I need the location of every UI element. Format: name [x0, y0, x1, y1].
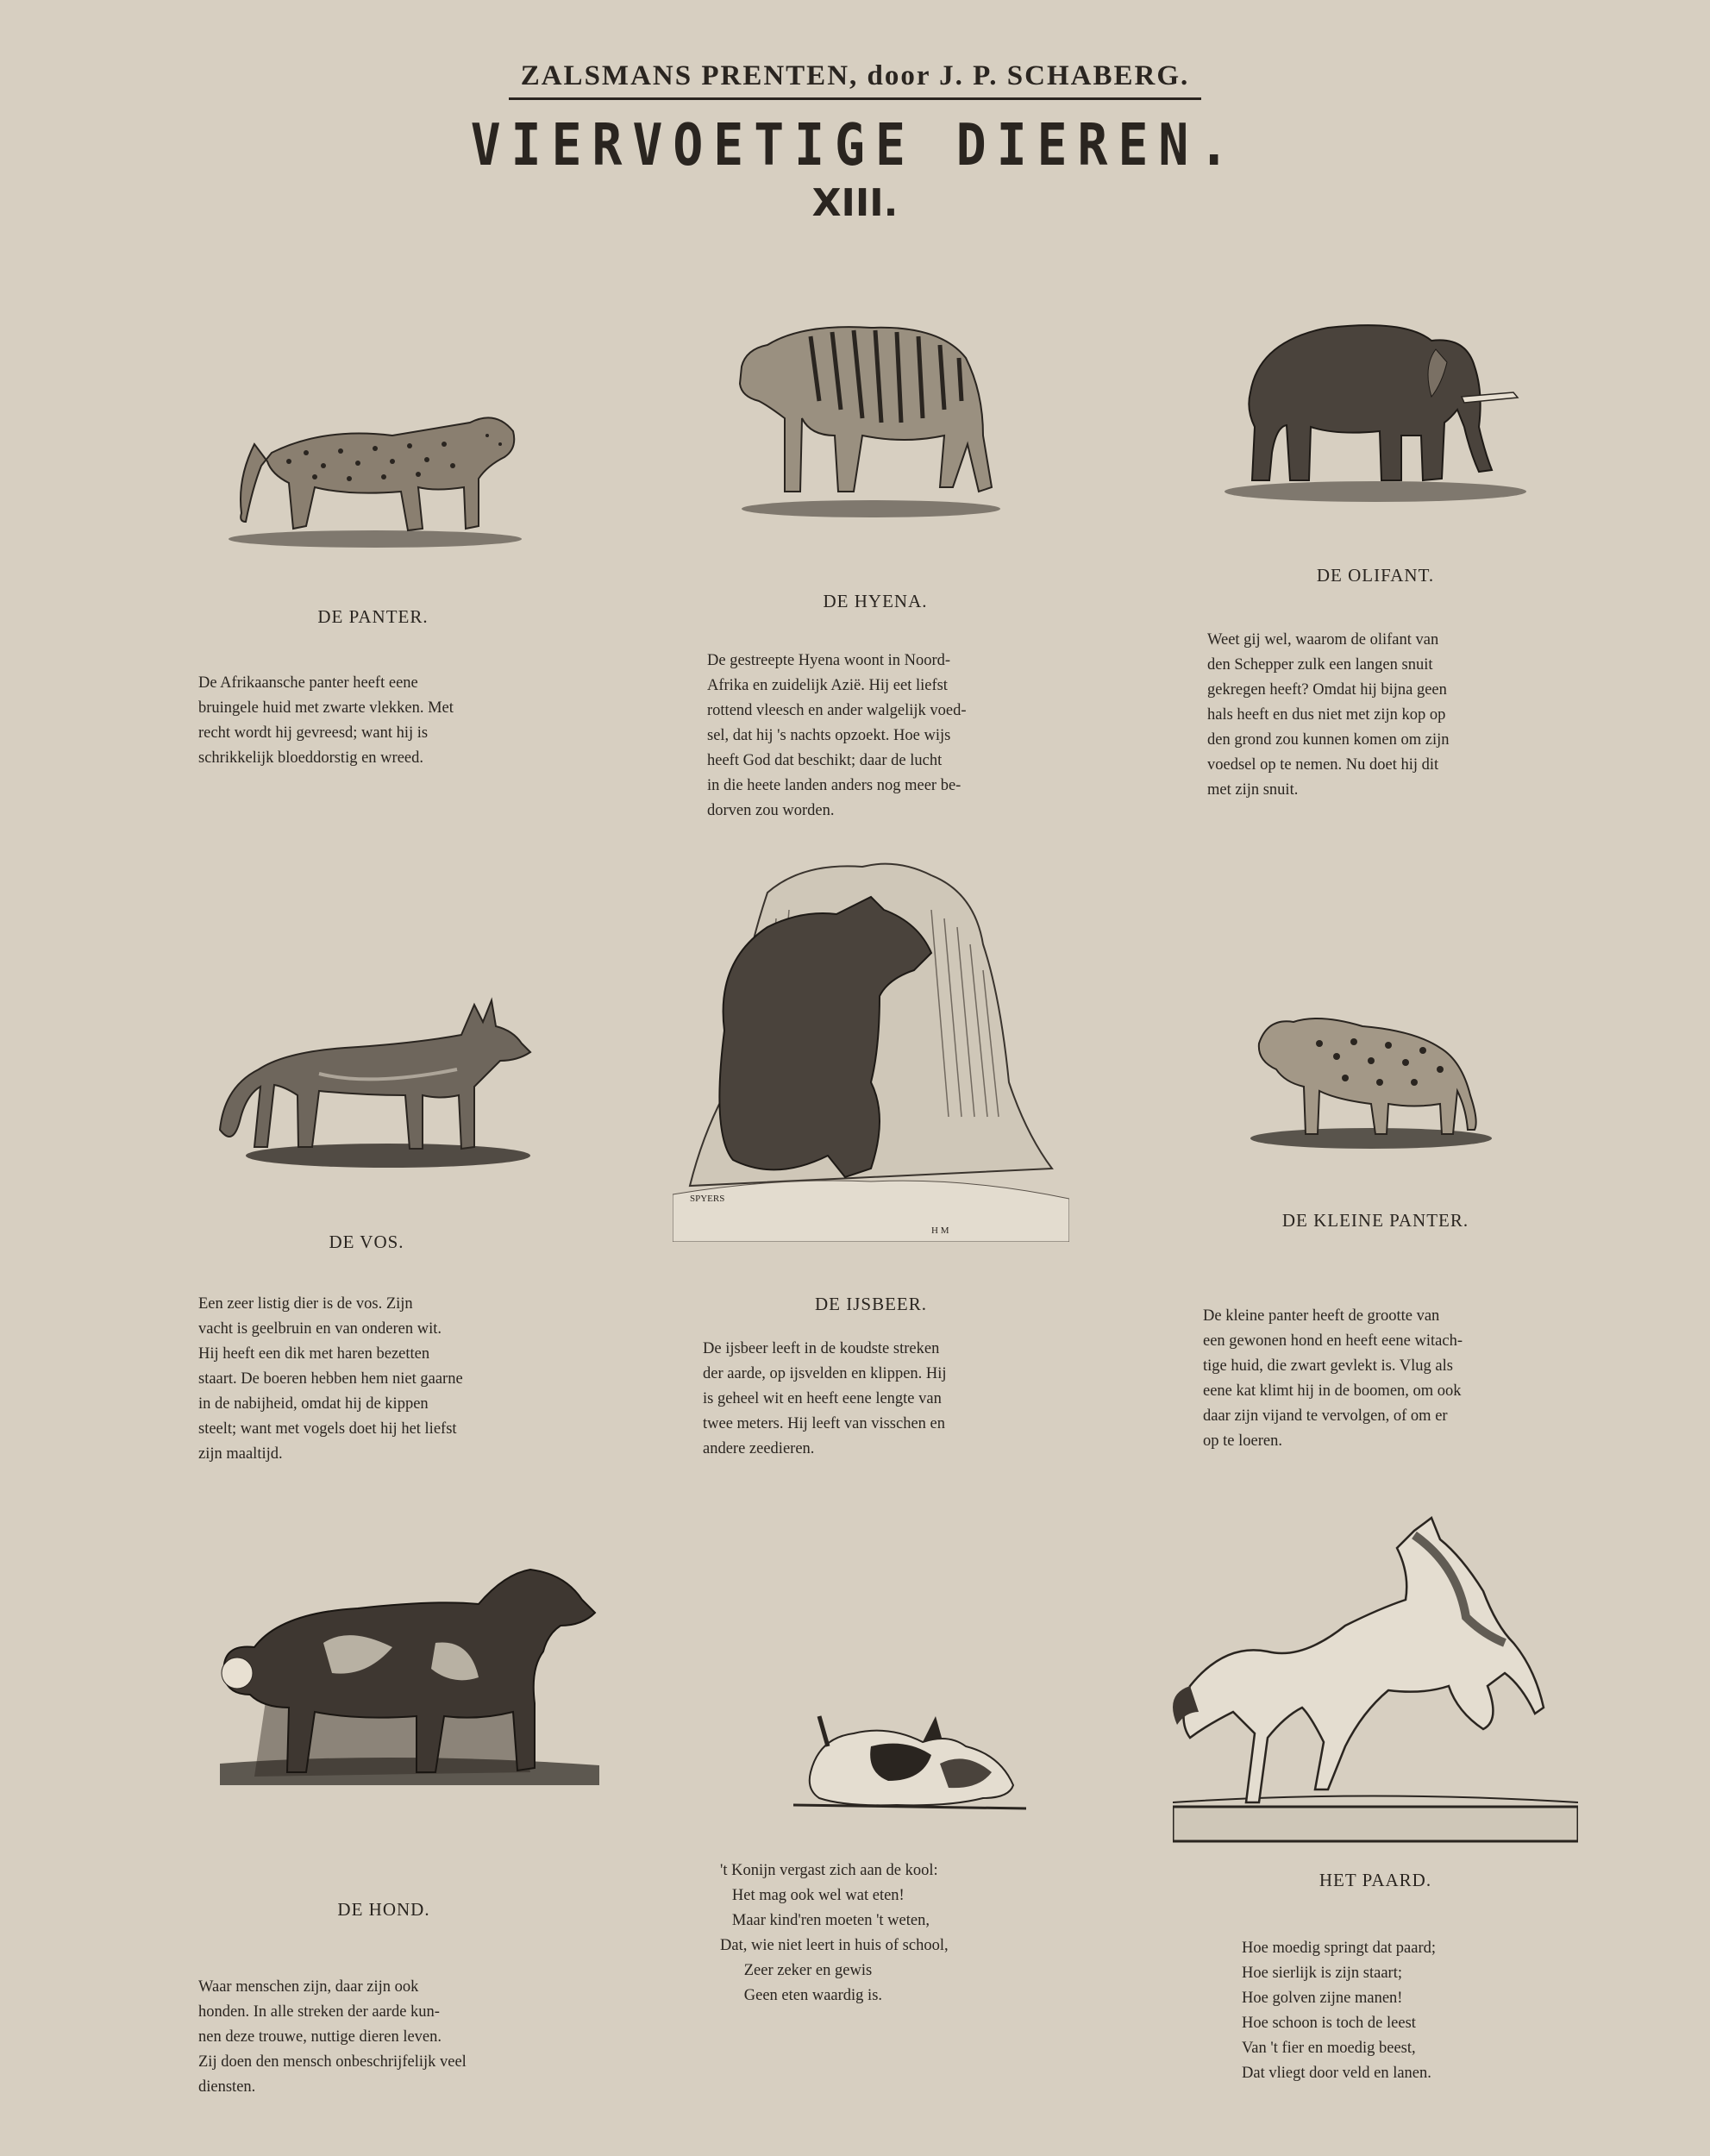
verse-line: Hoe sierlijk is zijn staart;	[1242, 1965, 1402, 1982]
verse-line: 't Konijn vergast zich aan de kool:	[720, 1862, 938, 1879]
text-line: steelt; want met vogels doet hij het liefst	[198, 1420, 457, 1438]
panther-caption: DE PANTER.	[317, 606, 429, 627]
text-line: gekregen heeft? Omdat hij bijna geen	[1207, 681, 1447, 699]
text-line: De ijsbeer leeft in de koudste streken	[703, 1340, 940, 1357]
dog-caption: DE HOND.	[337, 1899, 430, 1920]
verse-line: Dat vliegt door veld en lanen.	[1242, 2065, 1431, 2082]
text-line: daar zijn vijand te vervolgen, of om er	[1203, 1407, 1448, 1425]
bear-signature-right: H M	[931, 1225, 949, 1236]
text-line: De kleine panter heeft de grootte van	[1203, 1307, 1440, 1325]
text-line: der aarde, op ijsvelden en klippen. Hij	[703, 1365, 947, 1382]
text-line: Waar menschen zijn, daar zijn ook	[198, 1978, 419, 1996]
text-line: op te loeren.	[1203, 1432, 1282, 1450]
text-line: recht wordt hij gevreesd; want hij is	[198, 724, 429, 742]
rabbit-illustration	[793, 1712, 1026, 1815]
text-line: voedsel op te nemen. Nu doet hij dit	[1207, 756, 1439, 774]
verse-line: Hoe schoon is toch de leest	[1242, 2015, 1416, 2032]
text-line: sel, dat hij 's nachts opzoekt. Hoe wijs	[707, 727, 951, 744]
hyena-text	[707, 649, 1048, 824]
text-line: rottend vleesch en ander walgelijk voed-	[707, 702, 967, 719]
text-line: nen deze trouwe, nuttige dieren leven.	[198, 2028, 442, 2046]
text-line: Afrika en zuidelijk Azië. Hij eet liefst	[707, 677, 948, 694]
text-line: eene kat klimt hij in de boomen, om ook	[1203, 1382, 1462, 1400]
horse-verse	[1242, 1936, 1552, 2086]
text-line: den Schepper zulk een langen snuit	[1207, 656, 1433, 674]
verse-line: Hoe golven zijne manen!	[1242, 1990, 1403, 2007]
text-line: is geheel wit en heeft eene lengte van	[703, 1390, 942, 1407]
text-line: hals heeft en dus niet met zijn kop op	[1207, 706, 1446, 724]
publisher-line: ZALSMANS PRENTEN, door J. P. SCHABERG.	[509, 60, 1202, 100]
text-line: diensten.	[198, 2078, 256, 2096]
verse-line: Zeer zeker en gewis	[720, 1962, 873, 1979]
text-line: andere zeedieren.	[703, 1440, 815, 1457]
text-line: De gestreepte Hyena woont in Noord-	[707, 652, 951, 669]
verse-line: Hoe moedig springt dat paard;	[1242, 1940, 1437, 1957]
fox-caption: DE VOS.	[329, 1232, 404, 1252]
text-line: twee meters. Hij leeft van visschen en	[703, 1415, 945, 1432]
text-line: met zijn snuit.	[1207, 781, 1299, 799]
bear-signature-left: SPYERS	[690, 1194, 725, 1204]
verse-line: Geen eten waardig is.	[720, 1987, 883, 2004]
volume-number: XIII.	[811, 181, 899, 225]
rabbit-verse	[720, 1858, 1082, 2009]
text-line: in de nabijheid, omdat hij de kippen	[198, 1395, 429, 1413]
horse-caption: HET PAARD.	[1319, 1870, 1432, 1890]
dog-illustration	[220, 1565, 599, 1789]
text-line: Weet gij wel, waarom de olifant van	[1207, 631, 1439, 649]
text-line: den grond zou kunnen komen om zijn	[1207, 731, 1450, 749]
panther-text	[198, 671, 539, 771]
panther-illustration	[220, 384, 530, 552]
elephant-text	[1207, 628, 1544, 803]
text-line: Zij doen den mensch onbeschrijfelijk veel	[198, 2053, 467, 2071]
page-title: VIERVOETIGE DIEREN.	[470, 110, 1240, 179]
horse-illustration	[1173, 1514, 1578, 1858]
verse-line: Van 't fier en moedig beest,	[1242, 2040, 1416, 2057]
small-panther-illustration	[1242, 1009, 1492, 1151]
small-panther-caption: DE KLEINE PANTER.	[1281, 1210, 1469, 1231]
page-header	[0, 60, 1710, 225]
text-line: vacht is geelbruin en van onderen wit.	[198, 1320, 442, 1338]
verse-line: Dat, wie niet leert in huis of school,	[720, 1937, 949, 1954]
bear-caption: DE IJSBEER.	[814, 1294, 927, 1314]
hyena-illustration	[733, 315, 1009, 522]
verse-line: Het mag ook wel wat eten!	[720, 1887, 905, 1904]
small-panther-text	[1203, 1304, 1544, 1454]
text-line: Hij heeft een dik met haren bezetten	[198, 1345, 430, 1363]
text-line: honden. In alle streken der aarde kun-	[198, 2003, 440, 2021]
bear-text	[703, 1337, 1043, 1462]
text-line: tige huid, die zwart gevlekt is. Vlug als	[1203, 1357, 1453, 1375]
text-line: in die heete landen anders nog meer be-	[707, 777, 961, 794]
bear-illustration	[673, 858, 1069, 1242]
verse-line: Maar kind'ren moeten 't weten,	[720, 1912, 930, 1929]
elephant-caption: DE OLIFANT.	[1316, 565, 1435, 586]
text-line: schrikkelijk bloeddorstig en wreed.	[198, 749, 423, 767]
hyena-caption: DE HYENA.	[823, 591, 928, 611]
elephant-illustration	[1216, 315, 1535, 505]
text-line: heeft God dat beschikt; daar de lucht	[707, 752, 943, 769]
text-line: bruingele huid met zwarte vlekken. Met	[198, 699, 454, 717]
text-line: De Afrikaansche panter heeft eene	[198, 674, 418, 692]
text-line: een gewonen hond en heeft eene witach-	[1203, 1332, 1463, 1350]
fox-illustration	[216, 983, 535, 1173]
text-line: staart. De boeren hebben hem niet gaarne	[198, 1370, 463, 1388]
text-line: dorven zou worden.	[707, 802, 835, 819]
text-line: zijn maaltijd.	[198, 1445, 283, 1463]
text-line: Een zeer listig dier is de vos. Zijn	[198, 1295, 413, 1313]
dog-text	[198, 1975, 578, 2100]
fox-text	[198, 1292, 539, 1467]
